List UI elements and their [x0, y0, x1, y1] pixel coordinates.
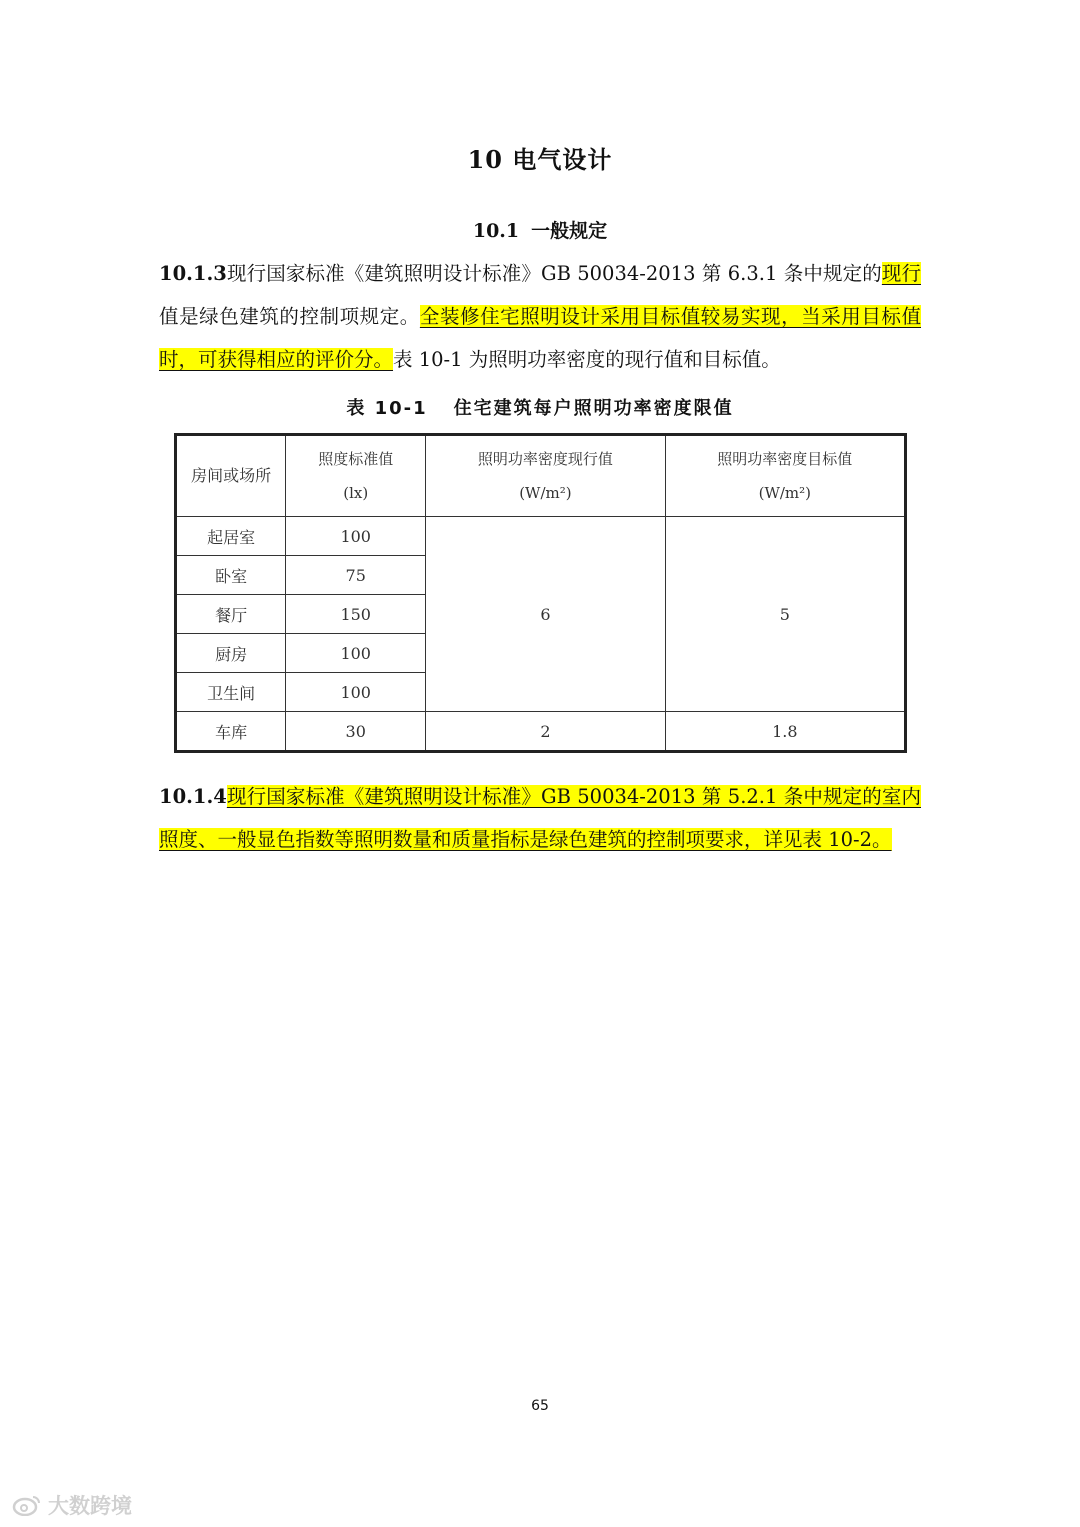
table-caption: [0, 394, 1080, 420]
chapter-title: 10 电气设计: [467, 145, 613, 174]
header-target: [665, 435, 905, 517]
header-illuminance: [286, 435, 426, 517]
table-header-row: [176, 435, 906, 517]
lighting-power-density-table: [174, 433, 907, 753]
header-current-unit: (W/m²): [519, 484, 572, 502]
watermark: [12, 1490, 132, 1520]
cell-lux: 100: [286, 634, 426, 673]
cell-current: 2: [426, 712, 665, 752]
clause-10-1-3: [159, 252, 921, 381]
weibo-logo-icon: [12, 1494, 42, 1516]
header-current-label: 照明功率密度现行值: [477, 450, 613, 468]
highlight-current: 现行: [881, 262, 921, 285]
clause-text-c: 表 10-1 为照明功率密度的现行值和目标值。: [393, 348, 781, 371]
table-number: 表 10-1: [346, 398, 428, 419]
cell-room: 起居室: [176, 517, 286, 556]
cell-lux: 100: [286, 517, 426, 556]
table-row-garage: [176, 712, 906, 752]
cell-lux: 100: [286, 673, 426, 712]
clause-number: 10.1.4: [159, 785, 227, 808]
clause-10-1-4: [159, 775, 921, 861]
highlight-requirement: 现行国家标准《建筑照明设计标准》GB 50034-2013 第 5.2.1 条中规定的室内照度、一般显色指数等照明数量和质量指标是绿色建筑的控制项要求，详见表 10-2。: [159, 785, 921, 851]
table-row: [176, 517, 906, 556]
cell-lux: 75: [286, 556, 426, 595]
section-title-text: 一般规定: [531, 220, 608, 242]
cell-room: 厨房: [176, 634, 286, 673]
header-target-unit: (W/m²): [758, 484, 812, 502]
cell-lux: 30: [286, 712, 426, 752]
header-illuminance-label: 照度标准值: [318, 450, 394, 468]
header-current: [426, 435, 665, 517]
section-title: [0, 216, 1080, 243]
cell-room: 卧室: [176, 556, 286, 595]
table-caption-title: 住宅建筑每户照明功率密度限值: [453, 398, 734, 419]
header-target-label: 照明功率密度目标值: [717, 450, 853, 468]
cell-room: 餐厅: [176, 595, 286, 634]
watermark-text: 大数跨境: [48, 1494, 132, 1518]
cell-lux: 150: [286, 595, 426, 634]
clause-text-a: 现行国家标准《建筑照明设计标准》GB 50034-2013 第 6.3.1 条中规定的: [226, 262, 882, 285]
cell-target: 1.8: [665, 712, 905, 752]
cell-room: 车库: [176, 712, 286, 752]
cell-merged-target: 5: [665, 517, 905, 712]
section-number: 10.1: [472, 220, 520, 242]
page-number: 65: [531, 1398, 549, 1414]
clause-number: 10.1.3: [159, 262, 227, 285]
cell-merged-current: 6: [426, 517, 665, 712]
header-illuminance-unit: (lx): [343, 484, 369, 502]
highlight-target: 全装修住宅照明设计采用目标值较易实现，当采用目标值时，可获得相应的评价分。: [159, 305, 921, 371]
header-room: 房间或场所: [176, 435, 286, 517]
clause-text-b: 值是绿色建筑的控制项规定。: [159, 305, 420, 328]
cell-room: 卫生间: [176, 673, 286, 712]
